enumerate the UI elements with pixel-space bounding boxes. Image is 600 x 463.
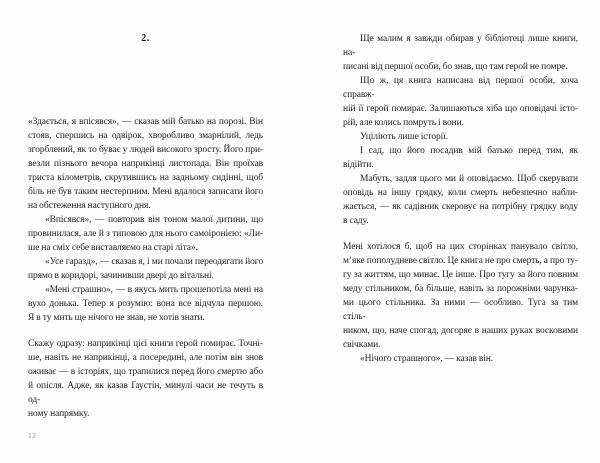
right-page-body [343, 32, 578, 366]
text-line: «Усе гаразд», — сказав я, і ми почали переодягати його [45, 257, 263, 267]
text-line: в саду. [343, 216, 369, 226]
text-line: оповідь на іншу грядку, коли смерть небезпечно набли- [343, 188, 578, 198]
text-line: оживає — в історіях, що трапилися перед його смертю або [28, 367, 263, 377]
paragraph [28, 115, 263, 213]
text-line: триста кілометрів, скрутившись на задньому сидінні, щоб [28, 173, 263, 183]
text-line: на обстеження наступного дня. [28, 201, 151, 211]
text-line: рій, але колись помруть і вони. [343, 118, 464, 128]
text-line: ному напрямку. [28, 409, 90, 419]
text-line: Я в ту мить ще нічого не знав, не хотів знати. [28, 313, 205, 323]
text-line: Уціліють лише історії. [360, 132, 448, 142]
paragraph [343, 352, 578, 366]
text-line: Скажу одразу: наприкінці цієї книги герой помирає. Точні- [28, 339, 263, 349]
text-line: свічками. [343, 340, 381, 350]
chapter-heading: 2. [141, 33, 150, 44]
text-line: Мені хотілося б, щоб на цих сторінках панувало світло, [343, 242, 578, 252]
text-line: провинилася, але й з типовою для нього самоіронією: «Ли- [28, 229, 263, 239]
paragraph [343, 130, 578, 144]
text-line: ше, навіть не наприкінці, а посередині, але потім він знов [28, 353, 263, 363]
page-number: 12 [28, 431, 37, 440]
left-page [28, 0, 263, 463]
text-line: Що ж, ця книга написана від першої особи, хоча справж- [343, 76, 578, 100]
text-line: м’яке пополудневе світло. Це книга не про смерть, а про ту- [343, 256, 578, 266]
text-line: писані від першої особи, бо знав, що там герой не помре. [343, 62, 568, 72]
text-line: гу за життям, що минає. Це інше. Про тугу за його повним [343, 270, 578, 280]
paragraph [343, 32, 578, 74]
text-line: Ще малим я завжди обирав у бібліотеці лише книги, на- [343, 34, 578, 58]
text-line: «Мені страшно», — в якусь мить прошепотіла мені на [45, 285, 263, 295]
text-line: везли пізнього вечора наприкінці листопада. Він проїхав [28, 159, 263, 169]
right-page [343, 0, 578, 463]
text-line: ником, що, наче спогад, догоряє в наших руках восковими [343, 326, 578, 336]
text-line: ній її герой помирає. Залишаються хіба що оповідачі істо- [343, 104, 578, 114]
paragraph [28, 213, 263, 255]
text-line: стояв, спершись на одвірок, хворобливо змарнілий, ледь [28, 131, 263, 141]
text-line: згорблений, як то буває у людей високого зросту. Його при- [28, 145, 263, 155]
paragraph [28, 283, 263, 325]
text-line: «Впісявся», — повторив він тоном малої дитини, що [45, 215, 263, 225]
paragraph [343, 144, 578, 172]
text-line: «Здається, я впісявся», — сказав мій батько на порозі. Він [28, 117, 263, 127]
text-line: біль не був таким нестерпним. Мені вдалося записати його [28, 187, 263, 197]
left-page-body [28, 115, 263, 421]
text-line: й опісля. Адже, як казав Ґаустін, минулі часи не течуть в од- [28, 381, 263, 405]
text-line: ше на сміх себе виставляємо на старі літа». [28, 243, 198, 253]
paragraph [343, 172, 578, 228]
paragraph [343, 240, 578, 352]
text-line: Мабуть, задля цього ми й оповідаємо. Щоб скерувати [360, 174, 578, 184]
text-line: прямо в коридорі, зачинивши двері до вітальні. [28, 271, 214, 281]
text-line: І сад, що його посадив мій батько перед тим, як відійти. [343, 146, 578, 170]
paragraph [28, 337, 263, 421]
text-line: меду стільником, ба більше, навіть за порожніми чарунка- [343, 284, 578, 294]
paragraph [343, 74, 578, 130]
text-line: вухо донька. Тепер я розумію: вона все відчула першою. [28, 299, 263, 309]
paragraph [28, 255, 263, 283]
text-line: «Нічого страшного», — казав він. [360, 354, 494, 364]
text-line: жається, — як садівник скеровує на потрібну грядку воду [343, 202, 578, 212]
text-line: ми цього стільника. За ними — особливо. Туга за тим стіль- [343, 298, 578, 322]
